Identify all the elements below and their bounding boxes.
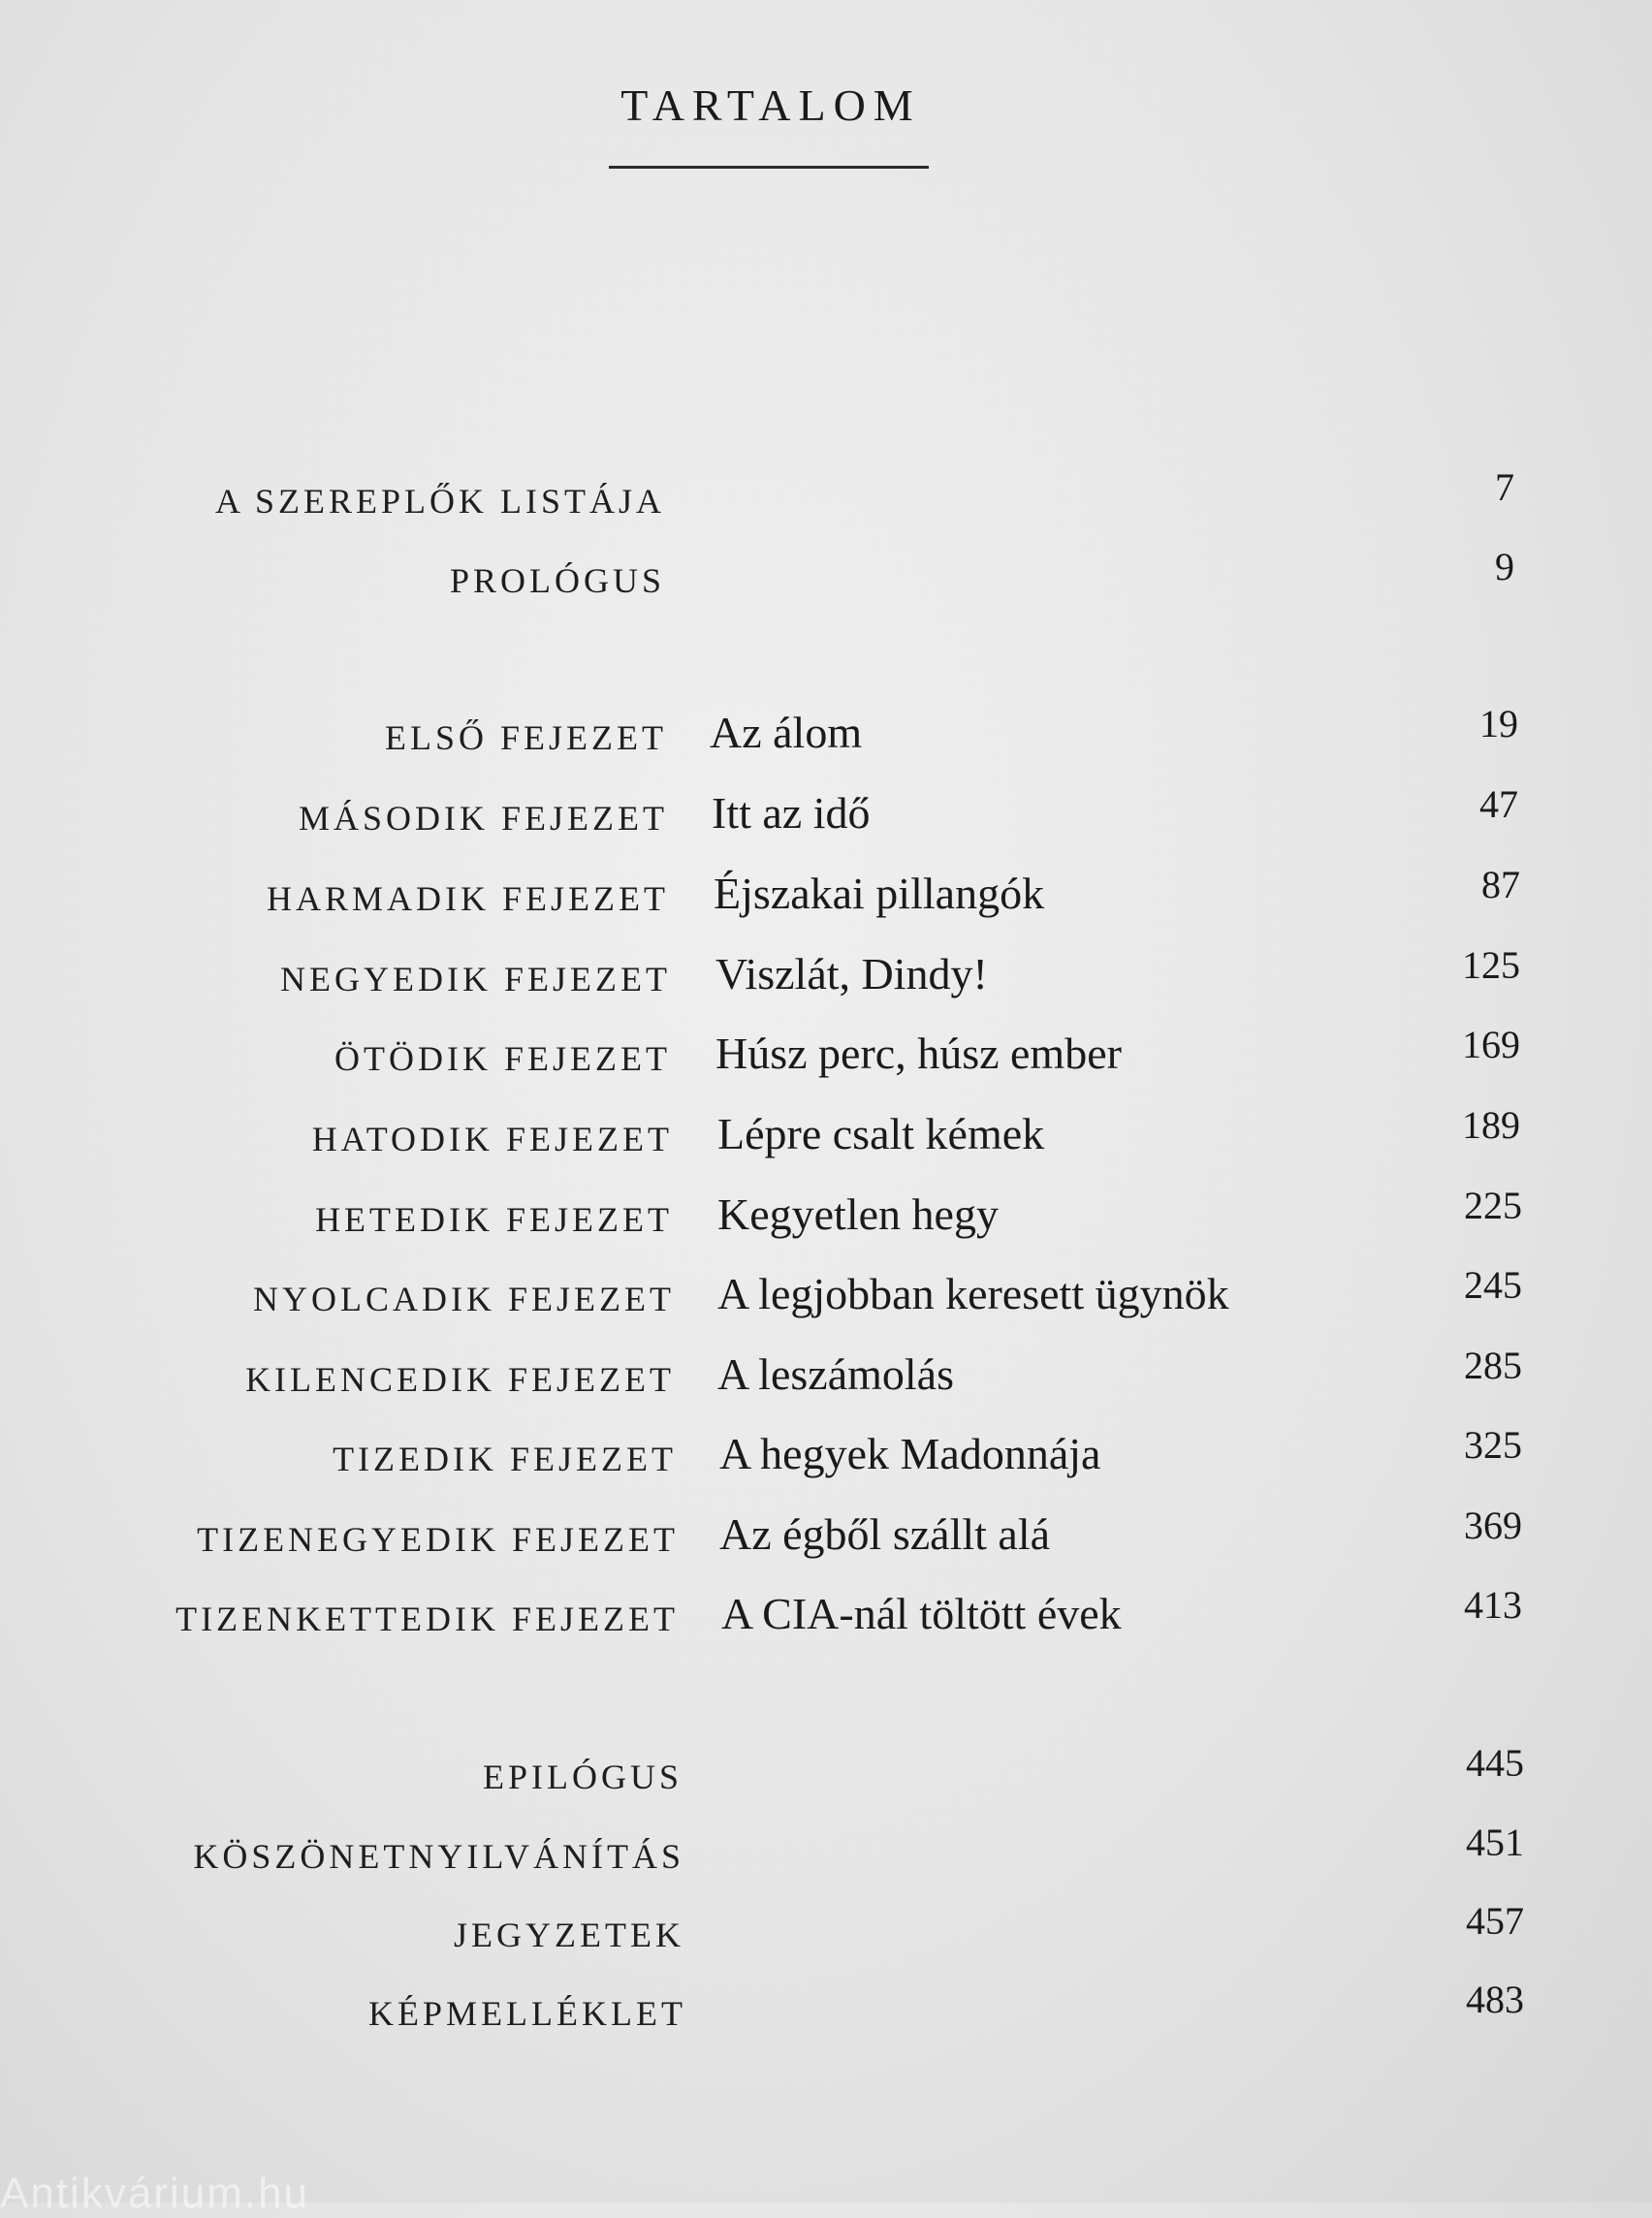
entry-label: NEGYEDIK FEJEZET: [280, 960, 671, 998]
toc-entry-chapter-7: [0, 1184, 1652, 1255]
entry-title: Lépre csalt kémek: [717, 1109, 1045, 1158]
toc-entry-chapter-10: [0, 1423, 1652, 1495]
entry-label: HETEDIK FEJEZET: [315, 1200, 673, 1239]
entry-title: Éjszakai pillangók: [714, 869, 1045, 918]
watermark: Antikvárium.hu: [0, 2170, 310, 2217]
entry-page: 451: [1466, 1821, 1524, 1864]
entry-title: Viszlát, Dindy!: [715, 949, 988, 998]
entry-label: KÖSZÖNETNYILVÁNÍTÁS: [193, 1837, 684, 1876]
entry-label: ELSŐ FEJEZET: [385, 718, 667, 757]
toc-entry-chapter-8: [0, 1263, 1652, 1335]
entry-page: 285: [1464, 1344, 1522, 1387]
entry-label: TIZENKETTEDIK FEJEZET: [175, 1600, 679, 1638]
toc-entry-chapter-11: [0, 1504, 1652, 1575]
entry-page: 369: [1464, 1504, 1522, 1547]
toc-entry-back-1: [0, 1821, 1652, 1892]
toc-entry-front-1: [0, 545, 1652, 617]
toc-entry-chapter-1: [0, 702, 1652, 774]
toc-entry-chapter-3: [0, 863, 1652, 935]
toc-heading: TARTALOM: [620, 80, 921, 130]
entry-title: Az égből szállt alá: [719, 1509, 1051, 1559]
entry-label: PROLÓGUS: [449, 561, 665, 600]
entry-page: 325: [1464, 1423, 1522, 1467]
entry-title: A CIA-nál töltött évek: [721, 1589, 1122, 1638]
entry-title: Itt az idő: [712, 788, 871, 838]
entry-title: Húsz perc, húsz ember: [715, 1029, 1122, 1078]
entry-label: KÉPMELLÉKLET: [368, 1994, 686, 2033]
entry-label: MÁSODIK FEJEZET: [299, 799, 668, 838]
entry-page: 47: [1479, 782, 1518, 826]
entry-label: TIZENEGYEDIK FEJEZET: [197, 1520, 679, 1559]
entry-title: A legjobban keresett ügynök: [717, 1269, 1229, 1318]
entry-page: 413: [1464, 1583, 1522, 1627]
entry-title: Kegyetlen hegy: [717, 1189, 999, 1239]
entry-page: 457: [1466, 1899, 1524, 1943]
entry-title: A leszámolás: [717, 1349, 954, 1399]
entry-page: 245: [1464, 1263, 1522, 1307]
entry-page: 169: [1462, 1023, 1520, 1066]
entry-page: 125: [1462, 943, 1520, 987]
toc-entry-chapter-6: [0, 1103, 1652, 1175]
entry-title: Az álom: [710, 708, 863, 757]
entry-page: 483: [1466, 1978, 1524, 2021]
entry-label: A SZEREPLŐK LISTÁJA: [214, 482, 665, 521]
entry-page: 225: [1464, 1184, 1522, 1227]
toc-entry-chapter-4: [0, 943, 1652, 1015]
entry-page: 19: [1479, 702, 1518, 745]
toc-entry-back-3: [0, 1978, 1652, 2049]
entry-label: TIZEDIK FEJEZET: [333, 1440, 677, 1478]
toc-entry-chapter-9: [0, 1344, 1652, 1415]
entry-page: 9: [1495, 545, 1514, 588]
toc-entry-chapter-2: [0, 782, 1652, 854]
toc-entry-back-0: [0, 1741, 1652, 1813]
entry-page: 189: [1462, 1103, 1520, 1147]
entry-label: JEGYZETEK: [454, 1916, 684, 1954]
toc-entry-chapter-5: [0, 1023, 1652, 1094]
entry-page: 7: [1495, 465, 1514, 509]
entry-title: A hegyek Madonnája: [719, 1429, 1101, 1478]
entry-label: KILENCEDIK FEJEZET: [245, 1360, 675, 1399]
entry-label: EPILÓGUS: [482, 1758, 683, 1796]
toc-entry-back-2: [0, 1899, 1652, 1971]
entry-page: 445: [1466, 1741, 1524, 1785]
entry-page: 87: [1481, 863, 1520, 906]
entry-label: ÖTÖDIK FEJEZET: [334, 1039, 671, 1078]
entry-label: NYOLCADIK FEJEZET: [253, 1280, 675, 1318]
entry-label: HARMADIK FEJEZET: [267, 879, 669, 918]
toc-entry-chapter-12: [0, 1583, 1652, 1655]
entry-label: HATODIK FEJEZET: [311, 1120, 673, 1158]
toc-entry-front-0: [0, 465, 1652, 537]
